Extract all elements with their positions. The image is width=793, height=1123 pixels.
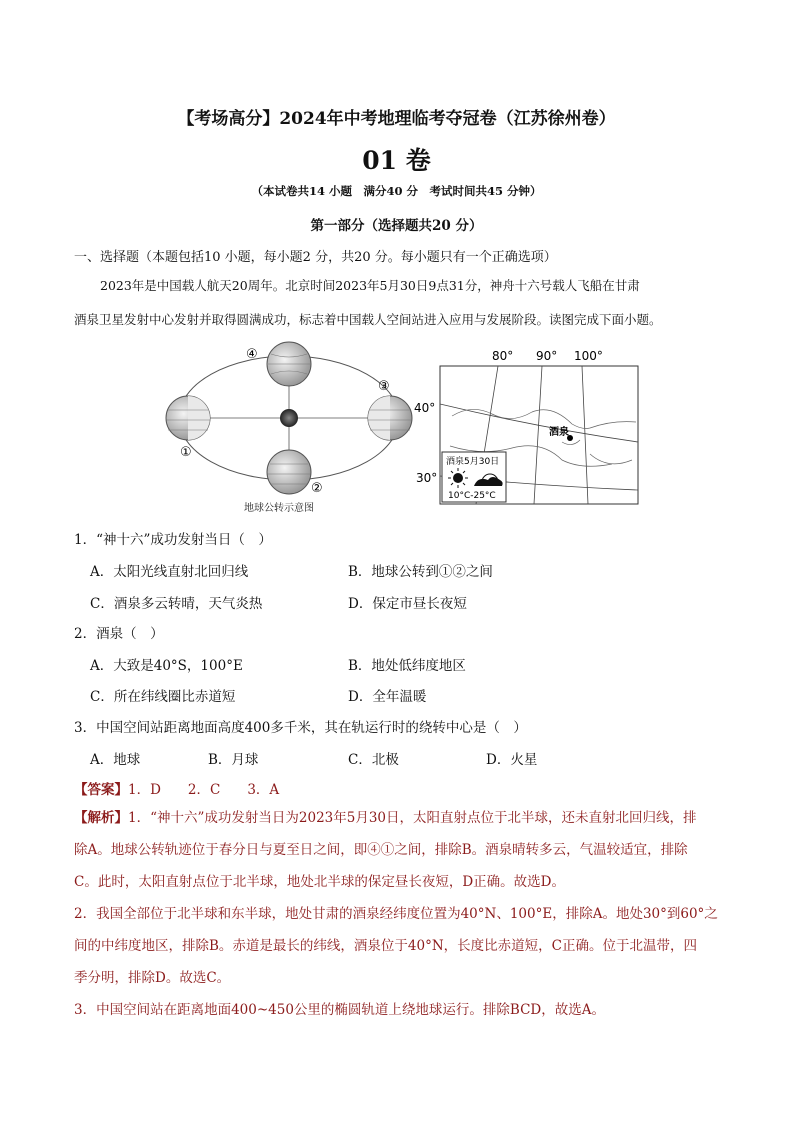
marker-2: ② <box>311 481 323 496</box>
marker-3: ③ <box>378 379 390 394</box>
lon-100-label: 100° <box>574 349 603 363</box>
question-1-stem: 1．“神十六”成功发射当日（ ） <box>74 532 272 548</box>
q1-option-c[interactable]: C．酒泉多云转晴，天气炎热 <box>90 596 263 612</box>
weather-box <box>442 452 506 502</box>
q2-option-a[interactable]: A．大致是40°S，100°E <box>90 658 243 674</box>
answer-line <box>74 778 279 798</box>
q1-option-b[interactable]: B．地球公转到①②之间 <box>348 564 493 580</box>
question-2-stem: 2．酒泉（ ） <box>74 626 164 642</box>
explanation-p1-line2: 除A。地球公转轨迹位于春分日与夏至日之间，即④①之间，排除B。酒泉晴转多云，气温较适宜，排除 <box>74 842 688 858</box>
exam-meta: （本试卷共14 小题 满分40 分 考试时间共45 分钟） <box>251 184 542 198</box>
q1-option-d[interactable]: D．保定市昼长夜短 <box>348 596 467 612</box>
lat-30-label: 30° <box>416 471 438 485</box>
q3-option-c[interactable]: C．北极 <box>348 752 399 768</box>
q3-option-d[interactable]: D．火星 <box>486 752 538 768</box>
part-heading: 第一部分（选择题共20 分） <box>310 218 483 234</box>
explanation-p1-line3: C。此时，太阳直射点位于北半球，地处北半球的保定昼长夜短，D正确。故选D。 <box>74 874 565 890</box>
lon-80-label: 80° <box>492 349 514 363</box>
explanation-p1-line1 <box>74 802 730 834</box>
sun-icon <box>280 409 298 427</box>
volume-label: 01 卷 <box>362 146 431 175</box>
explanation-p2-line3: 季分明，排除D。故选C。 <box>74 970 231 986</box>
q2-option-b[interactable]: B．地处低纬度地区 <box>348 658 466 674</box>
q2-option-c[interactable]: C．所在纬线圈比赤道短 <box>90 689 236 705</box>
page-title: 【考场高分】2024年中考地理临考夺冠卷（江苏徐州卷） <box>177 109 616 129</box>
answer-text: 1．D 2．C 3．A <box>128 782 280 798</box>
earth-revolution-diagram <box>158 340 420 518</box>
lon-90-label: 90° <box>536 349 558 363</box>
marker-4: ④ <box>246 347 258 362</box>
q3-option-b[interactable]: B．月球 <box>208 752 259 768</box>
q3-option-a[interactable]: A．地球 <box>90 752 141 768</box>
explanation-p2-line2: 间的中纬度地区，排除B。赤道是最长的纬线，酒泉位于40°N，长度比赤道短，C正确。位于北温带，四 <box>74 938 697 954</box>
section-heading: 一、选择题（本题包括10 小题，每小题2 分，共20 分。每小题只有一个正确选项） <box>74 250 557 265</box>
city-label: 酒泉 <box>549 427 569 438</box>
intro-line-2: 酒泉卫星发射中心发射并取得圆满成功，标志着中国载人空间站进入应用与发展阶段。读图完成下面小题。 <box>74 312 662 327</box>
figure-caption: 地球公转示意图 <box>244 503 314 514</box>
temperature-range: 10°C-25°C <box>448 491 496 501</box>
explanation-text-1: 1．“神十六”成功发射当日为2023年5月30日，太阳直射点位于北半球，还未直射北回归线，排 <box>128 810 697 826</box>
marker-1: ① <box>180 445 192 460</box>
q2-option-d[interactable]: D．全年温暖 <box>348 689 427 705</box>
jiuquan-map <box>412 344 644 506</box>
lat-40-label: 40° <box>414 401 436 415</box>
explanation-p3-line1: 3．中国空间站在距离地面400~450公里的椭圆轨道上绕地球运行。排除BCD，故选A。 <box>74 1002 606 1018</box>
globe-left <box>166 396 210 440</box>
globe-bottom <box>267 450 311 494</box>
sun-weather-icon <box>448 468 468 488</box>
answer-label: 【答案】 <box>74 782 128 798</box>
explanation-label: 【解析】 <box>74 810 128 826</box>
q1-option-a[interactable]: A．太阳光线直射北回归线 <box>90 564 249 580</box>
intro-line-1: 2023年是中国载人航天20周年。北京时间2023年5月30日9点31分，神舟十六号载人飞船在甘肃 <box>100 278 640 293</box>
globe-right <box>368 396 412 440</box>
globe-top <box>267 342 311 386</box>
weather-title: 酒泉5月30日 <box>446 457 500 467</box>
explanation-p2-line1: 2．我国全部位于北半球和东半球，地处甘肃的酒泉经纬度位置为40°N、100°E，排除A。地处30°到60°之 <box>74 906 718 922</box>
question-3-stem: 3．中国空间站距离地面高度400多千米，其在轨运行时的绕转中心是（ ） <box>74 720 527 736</box>
